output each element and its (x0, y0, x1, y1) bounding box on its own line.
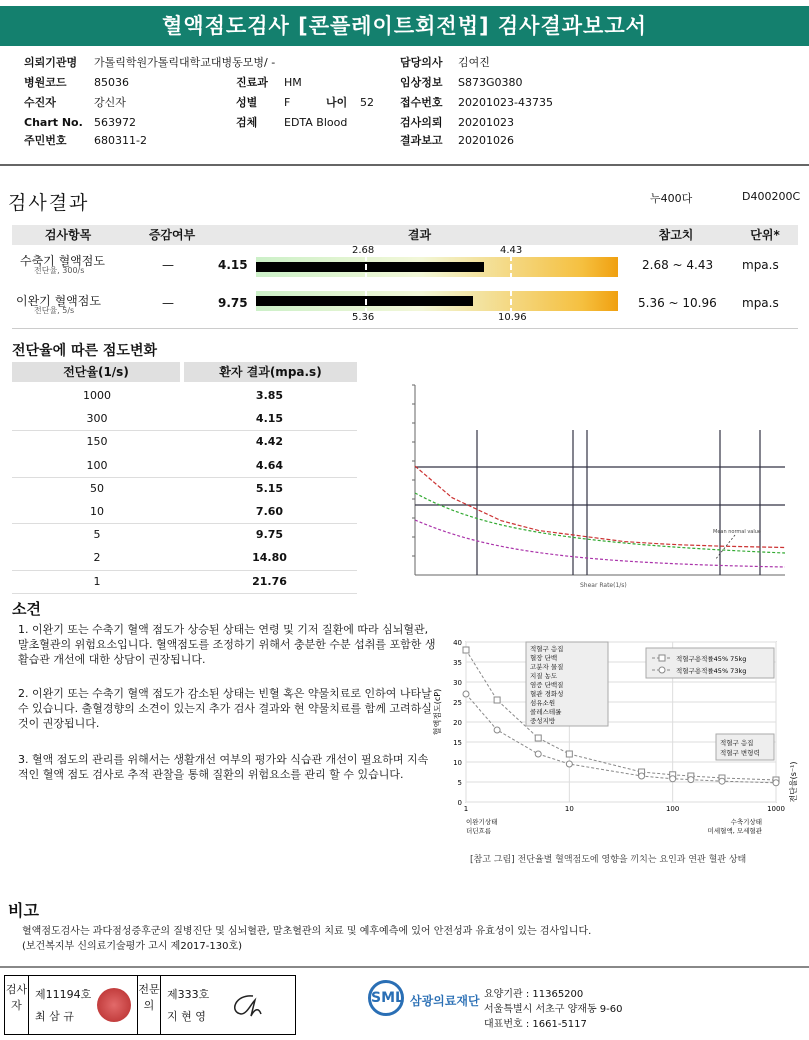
org-name: 삼광의료재단 (410, 994, 480, 1008)
patient-label: 수진자 (24, 96, 56, 109)
viscosity-cell: 7.60 (255, 505, 284, 518)
patient-value: 강신자 (94, 96, 126, 109)
ref-high-marker: 10.96 (498, 312, 527, 323)
col-flag: 증감여부 (148, 228, 196, 242)
test-code-1: 누400다 (650, 192, 693, 205)
factor-item: 콜레스테롤 (530, 708, 562, 716)
viscosity-row (12, 407, 357, 430)
ref-range: 5.36 ~ 10.96 (638, 296, 717, 310)
shear-rate-cell: 150 (86, 435, 108, 449)
hospital-code-value: 85036 (94, 76, 129, 89)
shear-rate-cell: 1000 (83, 389, 111, 402)
sex-value: F (284, 96, 291, 109)
viscosity-row (12, 500, 357, 523)
reference-caption: [참고 그림] 전단율별 혈액점도에 영향을 끼치는 요인과 연관 혈관 상태 (470, 855, 747, 865)
viscosity-row (12, 454, 357, 477)
result-value: 4.15 (218, 258, 248, 272)
y-tick-label: 0 (457, 799, 462, 807)
receipt-value: 20201023-43735 (458, 96, 553, 109)
x-tick-label: 1000 (767, 805, 785, 813)
viscosity-row (12, 384, 357, 407)
data-point (535, 735, 541, 741)
y-axis-label: 혈액점도(cP) (433, 688, 442, 736)
institution-label: 의뢰기관명 (24, 56, 78, 69)
seal-stamp (97, 988, 131, 1022)
viscosity-cell: 4.42 (255, 435, 284, 449)
flag: — (162, 296, 174, 310)
viscosity-cell: 4.15 (255, 412, 284, 426)
data-point (566, 761, 572, 767)
ref-high-line (510, 290, 512, 314)
age-label: 나이 (326, 96, 348, 109)
opinion-item-3: 3. 혈액 점도의 관리를 위해서는 생활개선 여부의 평가와 식습관 개선이 필요하며 지속적인 혈액 점도 검사로 추적 관찰을 통해 질환의 위험요소를 관리 할 수 있습니다. (18, 753, 429, 781)
specialist-label: 전문의 (137, 976, 161, 1034)
request-value: 20201023 (458, 116, 514, 129)
logo-text: SML (371, 990, 404, 1006)
right-state-label: 미세혈액, 모세혈관 (707, 827, 762, 835)
factor-item: 혈관 경화성 (530, 690, 564, 698)
org-address: 서울특별시 서초구 양재동 9-60 (484, 1004, 623, 1015)
data-point (463, 647, 469, 653)
viscosity-row (12, 546, 357, 569)
x-tick-label: 10 (564, 805, 574, 813)
chart-no-label: Chart No. (24, 116, 83, 129)
result-bar-fill (256, 262, 484, 272)
legend-pointer (715, 535, 735, 560)
flag: — (162, 258, 174, 272)
unit: mpa.s (742, 296, 779, 310)
legend-marker (659, 667, 665, 673)
dept-value: HM (284, 76, 302, 89)
legend-note: Mean normal value (713, 529, 761, 535)
org-phone: 대표번호 : 1661-5117 (484, 1019, 587, 1030)
y-axis-label-right: 전단율(s⁻¹) (789, 761, 798, 803)
viscosity-row (12, 477, 357, 500)
factor-item: 섬유소원 (530, 699, 556, 707)
org-code: 요양기관 : 11365200 (484, 989, 584, 1000)
y-tick-label: 15 (453, 739, 462, 747)
ref-low-marker: 5.36 (352, 312, 375, 323)
y-tick-label: 20 (453, 719, 462, 727)
col-ref: 참고치 (658, 228, 694, 242)
remarks-text: 혈액점도검사는 과다점성증후군의 질병진단 및 심뇌혈관, 말초혈관의 치료 및 예후예측에 있어 안전성과 유효성이 있는 검사입니다. (22, 926, 592, 937)
ref-low-line (365, 255, 367, 279)
test-sub: 전단율, 300/s (34, 266, 85, 275)
factor-item: 적혈구 응집 (530, 645, 564, 653)
examiner-name: 최 삼 규 (35, 1010, 74, 1023)
request-label: 검사의뢰 (400, 116, 443, 129)
legend-label: 적혈구용적률45% 73kg (676, 667, 747, 675)
legend-label: 적혈구용적률45% 75kg (676, 655, 747, 663)
ref-high-line (510, 255, 512, 279)
test-code-2: D400200C (742, 190, 801, 203)
shear-rate-cell: 1 (93, 574, 101, 588)
factor-item: 혈장 단백 (530, 654, 558, 662)
divider (0, 164, 809, 166)
specialist-name: 지 현 영 (167, 1010, 206, 1023)
series-low (415, 520, 785, 567)
viscosity-cell: 14.80 (252, 551, 287, 565)
shear-rate-cell: 50 (90, 481, 104, 495)
result-row-systolic (12, 245, 798, 290)
y-tick-label: 40 (453, 639, 462, 647)
x-tick-label: 100 (665, 805, 680, 813)
viscosity-row (12, 523, 357, 546)
test-name: 수축기 혈액점도 (20, 254, 105, 268)
factor-item: 염증 단백질 (530, 681, 564, 689)
signature-box (4, 975, 296, 1035)
col-shear-rate: 전단율(1/s) (12, 362, 180, 382)
shear-rate-cell: 100 (86, 458, 108, 472)
data-point (494, 727, 500, 733)
result-row-diastolic (12, 290, 798, 330)
viscosity-row (12, 570, 357, 593)
shear-rate-cell: 300 (86, 412, 108, 426)
id-value: 680311-2 (94, 134, 147, 147)
sex-label: 성별 (236, 96, 258, 109)
data-point (639, 773, 645, 779)
factor-item: 적혈구 변형력 (720, 749, 760, 757)
age-value: 52 (360, 96, 374, 109)
y-tick-label: 10 (453, 759, 462, 767)
chart-no-value: 563972 (94, 116, 136, 129)
hospital-code-label: 병원코드 (24, 76, 67, 89)
factor-item: 적혈구 응집 (720, 739, 754, 747)
data-point (773, 780, 779, 786)
series-normal (415, 493, 785, 553)
report-date-value: 20201026 (458, 134, 514, 147)
results-table-header (12, 225, 798, 245)
examiner-no: 제11194호 (35, 988, 92, 1001)
divider (0, 966, 809, 968)
divider (12, 328, 798, 329)
data-point (494, 697, 500, 703)
specimen-label: 검체 (236, 116, 258, 129)
specimen-value: EDTA Blood (284, 116, 348, 129)
right-state-label: 수축기상태 (730, 818, 762, 826)
reference-chart (432, 632, 804, 872)
left-state-label: 더딘흐름 (466, 827, 492, 835)
ref-low-line (365, 290, 367, 314)
test-name: 이완기 혈액점도 (16, 294, 101, 308)
data-point (670, 776, 676, 782)
factor-item: 고분자 물질 (530, 663, 564, 671)
doctor-value: 김여진 (458, 56, 490, 69)
viscosity-heading: 전단율에 따른 점도변화 (12, 343, 157, 359)
viscosity-cell: 21.76 (252, 574, 287, 588)
receipt-label: 접수번호 (400, 96, 443, 109)
y-tick-label: 30 (453, 679, 462, 687)
shear-rate-cell: 2 (93, 551, 101, 565)
data-point (535, 751, 541, 757)
col-result: 결과 (407, 228, 432, 242)
x-tick-label: 1 (463, 805, 469, 813)
viscosity-cell: 3.85 (255, 389, 284, 402)
row-divider (12, 593, 357, 594)
factor-item: 중성지방 (530, 717, 556, 725)
viscosity-cell: 9.75 (255, 528, 284, 542)
data-point (719, 778, 725, 784)
data-point (463, 691, 469, 697)
data-point (566, 751, 572, 757)
series-patient (415, 466, 785, 547)
clinical-label: 임상정보 (400, 76, 443, 89)
opinion-item-2: 2. 이완기 또는 수축기 혈액 점도가 감소된 상태는 빈혈 혹은 약물치료로 인하여 나타날 수 있습니다. 출혈경향의 소견이 있는지 추가 검사 결과와 현 약물치료를 함께 고려하실 것이 권장됩니다. (18, 687, 432, 730)
unit: mpa.s (742, 258, 779, 272)
y-tick-label: 25 (453, 699, 462, 707)
data-point (688, 777, 694, 783)
ref-high-marker: 4.43 (500, 245, 523, 256)
dept-label: 진료과 (236, 76, 268, 89)
signature (225, 990, 265, 1020)
col-patient-result: 환자 결과(mpa.s) (184, 362, 357, 382)
results-heading: 검사결과 (8, 192, 90, 214)
remarks-heading: 비고 (8, 901, 39, 920)
viscosity-row (12, 430, 357, 453)
report-title: 혈액점도검사 [콘플레이트회전법] 검사결과보고서 (0, 6, 809, 46)
specialist-no: 제333호 (167, 988, 210, 1001)
col-test: 검사항목 (44, 228, 92, 242)
x-axis-label: Shear Rate(1/s) (580, 582, 627, 589)
y-tick-label: 35 (453, 659, 462, 667)
shear-rate-cell: 10 (90, 505, 104, 518)
doctor-label: 담당의사 (400, 56, 443, 69)
ref-range: 2.68 ~ 4.43 (642, 258, 714, 272)
ref-low-marker: 2.68 (352, 245, 375, 256)
remarks-notice: (보건복지부 신의료기술평가 고시 제2017-130호) (22, 941, 243, 952)
left-state-label: 이완기상태 (466, 818, 498, 826)
viscosity-cell: 4.64 (255, 458, 284, 472)
result-value: 9.75 (218, 296, 248, 310)
clinical-value: S873G0380 (458, 76, 523, 89)
opinion-heading: 소견 (12, 600, 41, 618)
opinion-item-1: 1. 이완기 또는 수축기 혈액 점도가 상승된 상태는 연령 및 기저 질환에 따라 심뇌혈관, 말초혈관의 위험요소입니다. 혈액점도를 조정하기 위해서 충분한 수분 섭취를 포함한 생활습관 개선에 대한 상담이 권장됩니다. (18, 623, 436, 666)
legend-marker (659, 655, 665, 661)
viscosity-curve-chart (385, 375, 795, 590)
y-tick-label: 5 (457, 779, 462, 787)
id-label: 주민번호 (24, 134, 67, 147)
col-unit: 단위* (750, 228, 780, 242)
viscosity-cell: 5.15 (255, 481, 284, 495)
examiner-label: 검사자 (5, 976, 29, 1034)
factor-item: 지질 농도 (530, 672, 558, 680)
report-date-label: 결과보고 (400, 134, 443, 147)
test-sub: 전단율, 5/s (34, 306, 75, 315)
shear-rate-cell: 5 (93, 528, 101, 542)
institution-value: 가톨릭학원가톨릭대학교대병동모병/ - (94, 56, 276, 69)
